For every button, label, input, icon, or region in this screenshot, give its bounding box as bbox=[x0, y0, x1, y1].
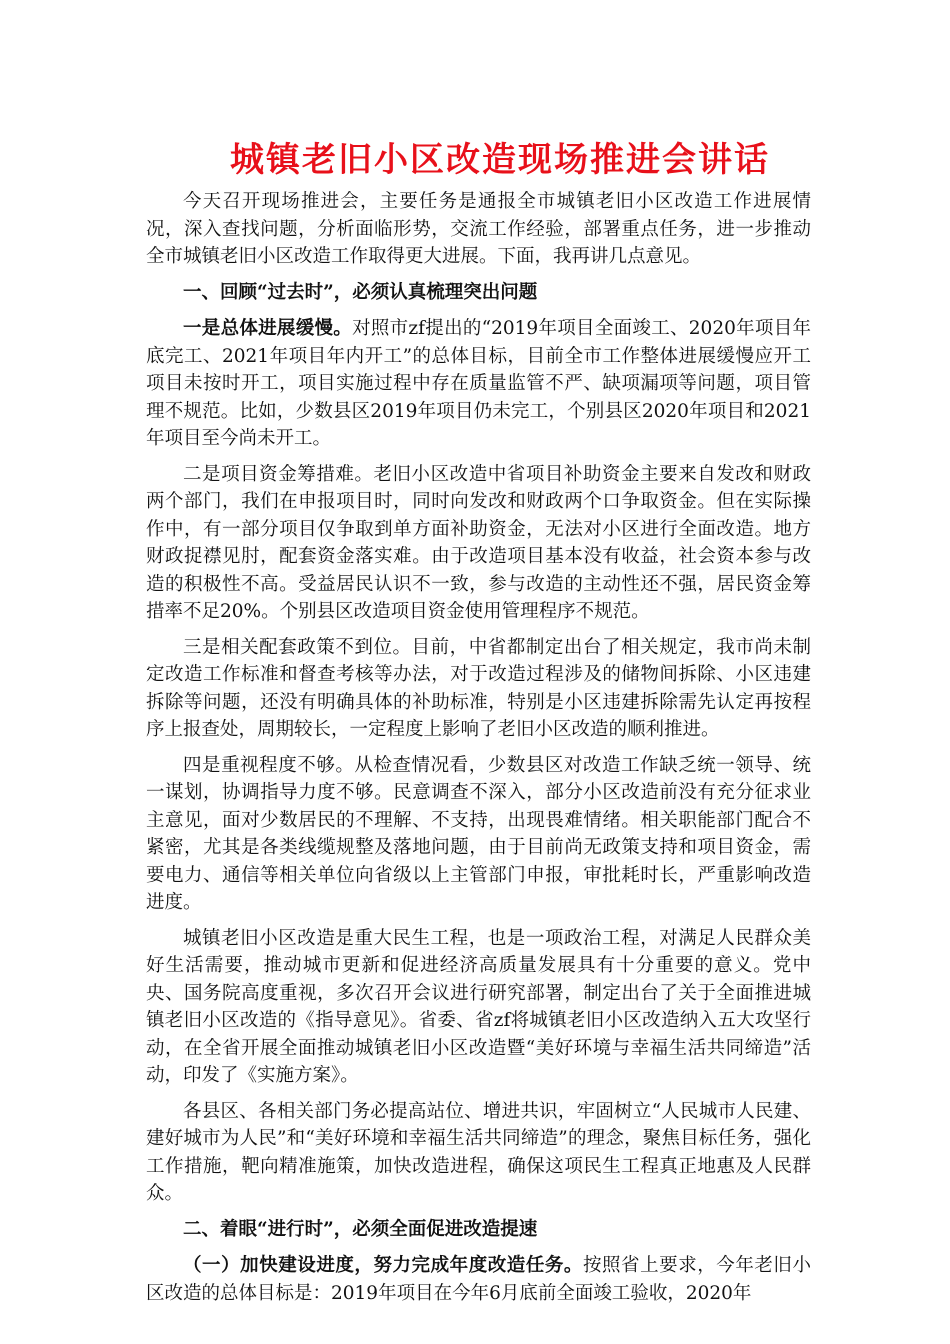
paragraph-text: 对照市zf提出的“2019年项目全面竣工、2020年项目年底完工、2021年项目年内开工”的总体目标，目前全市工作整体进展缓慢应开工项目未按时开工，项目实施过程中存在质量监管不严、缺项漏项等问题，项目管理不规范。比如，少数县区2019年项目仍未完工，个别县区2020年项目和2021年项目至今尚未开工。 bbox=[146, 318, 811, 449]
paragraph-lead: 一是总体进展缓慢。 bbox=[183, 318, 353, 339]
paragraph-lead: （一）加快建设进度，努力完成年度改造任务。 bbox=[183, 1255, 583, 1276]
document-body bbox=[146, 188, 811, 1315]
paragraph-text: 各县区、各相关部门务必提高站位、增进共识，牢固树立“人民城市人民建、建好城市为人民”和“美好环境和幸福生活共同缔造”的理念，聚焦目标任务，强化工作措施，靶向精准施策，加快改造进程，确保这项民生工程真正地惠及人民群众。 bbox=[146, 1100, 811, 1204]
body-paragraph bbox=[146, 1098, 811, 1208]
body-paragraph bbox=[146, 315, 811, 453]
body-paragraph bbox=[146, 752, 811, 917]
paragraph-text: 城镇老旧小区改造是重大民生工程，也是一项政治工程，对满足人民群众美好生活需要，推动城市更新和促进经济高质量发展具有十分重要的意义。党中央、国务院高度重视，多次召开会议进行研究部署，制定出台了关于全面推进城镇老旧小区改造的《指导意见》。省委、省zf将城镇老旧小区改造纳入五大攻坚行动，在全省开展全面推动城镇老旧小区改造暨“美好环境与幸福生活共同缔造”活动，印发了《实施方案》。 bbox=[146, 927, 811, 1086]
body-paragraph bbox=[146, 634, 811, 744]
section-heading-2: 二、着眼“进行时”，必须全面促进改造提速 bbox=[183, 1218, 538, 1240]
intro-paragraph bbox=[146, 188, 811, 271]
body-paragraph bbox=[146, 925, 811, 1090]
document-title: 城镇老旧小区改造现场推进会讲话 bbox=[230, 140, 770, 180]
paragraph-text: 三是相关配套政策不到位。目前，中省都制定出台了相关规定，我市尚未制定改造工作标准和督查考核等办法，对于改造过程涉及的储物间拆除、小区违建拆除等问题，还没有明确具体的补助标准，特别是小区违建拆除需先认定再按程序上报查处，周期较长，一定程度上影响了老旧小区改造的顺利推进。 bbox=[146, 636, 811, 740]
body-paragraph bbox=[146, 461, 811, 626]
paragraph-text: 四是重视程度不够。从检查情况看，少数县区对改造工作缺乏统一领导、统一谋划，协调指导力度不够。民意调查不深入，部分小区改造前没有充分征求业主意见，面对少数居民的不理解、不支持，出现畏难情绪。相关职能部门配合不紧密，尤其是各类线缆规整及落地问题，由于目前尚无政策支持和项目资金，需要电力、通信等相关单位向省级以上主管部门申报，审批耗时长，严重影响改造进度。 bbox=[146, 754, 811, 913]
section-heading-1: 一、回顾“过去时”，必须认真梳理突出问题 bbox=[183, 281, 538, 303]
body-paragraph bbox=[146, 1252, 811, 1307]
paragraph-text: 今天召开现场推进会，主要任务是通报全市城镇老旧小区改造工作进展情况，深入查找问题，分析面临形势，交流工作经验，部署重点任务，进一步推动全市城镇老旧小区改造工作取得更大进展。下面，我再讲几点意见。 bbox=[146, 191, 811, 267]
paragraph-text: 二是项目资金筹措难。老旧小区改造中省项目补助资金主要来自发改和财政两个部门，我们在申报项目时，同时向发改和财政两个口争取资金。但在实际操作中，有一部分项目仅争取到单方面补助资金，无法对小区进行全面改造。地方财政捉襟见肘，配套资金落实难。由于改造项目基本没有收益，社会资本参与改造的积极性不高。受益居民认识不一致，参与改造的主动性还不强，居民资金筹措率不足20%。个别县区改造项目资金使用管理程序不规范。 bbox=[146, 463, 811, 622]
paragraph-text: 按照省上要求，今年老旧小区改造的总体目标是：2019年项目在今年6月底前全面竣工验收，2020年 bbox=[146, 1255, 811, 1304]
